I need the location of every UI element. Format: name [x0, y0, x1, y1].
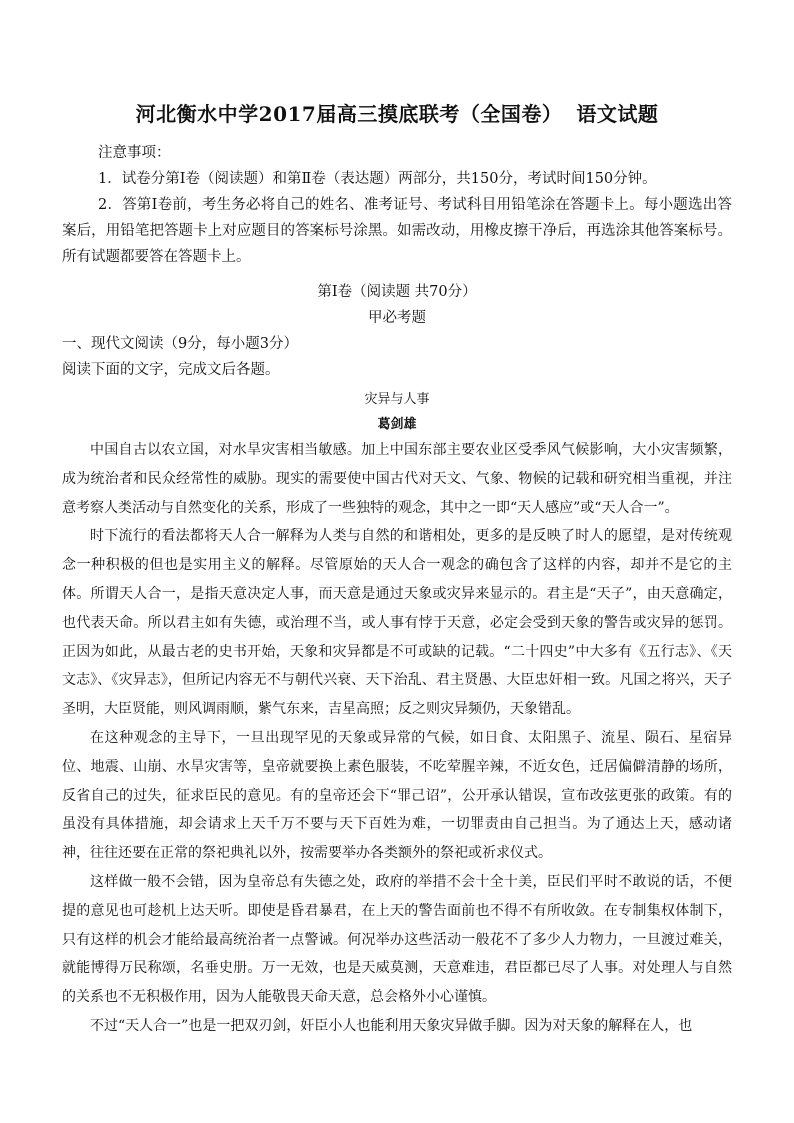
article-paragraph: 不过“天人合一”也是一把双刃剑，奸臣小人也能利用天象灾异做手脚。因为对天象的解释在人，也 [90, 1017, 693, 1034]
note-2 [62, 192, 732, 270]
note-2-text: 2．答第Ⅰ卷前，考生务必将自己的姓名、准考证号、考试科目用铅笔涂在答题卡上。每小题选出答案后，用铅笔把答题卡上对应题目的答案标号涂黑。如需改动，用橡皮擦干净后，再选涂其他答案标号。所有试题都要答在答题卡上。 [62, 197, 732, 265]
article-paragraph: 这样做一般不会错，因为皇帝总有失德之处，政府的举措不会十全十美，臣民们平时不敢说的话，不便提的意见也可趁机上达天听。即使是昏君暴君，在上天的警告面前也不得不有所收敛。在专制集权体制下，只有这样的机会才能给最高统治者一点警诫。何况举办这些活动一般花不了多少人力物力，一旦渡过难关，就能博得万民称颂，名垂史册。万一无效，也是天威莫测，天意难违，君臣都已尽了人事。对处理人与自然的关系也不无积极作用，因为人能敬畏天命天意，总会格外小心谨慎。 [62, 873, 732, 1006]
article-body [62, 436, 732, 1041]
article-paragraph: 时下流行的看法都将天人合一解释为人类与自然的和谐相处，更多的是反映了时人的愿望，是对传统观念一种积极的但也是实用主义的解释。尽管原始的天人合一观念的确包含了这样的内容，却并不是它的主体。所谓天人合一，是指天意决定人事，而天意是通过天象或灾异来显示的。君主是“天子”，由天意确定，也代表天命。所以君主如有失德，或治理不当，或人事有悖于天意，必定会受到天象的警告或灾异的惩罚。正因为如此，从最古老的史书开始，天象和灾异都是不可或缺的记载。“二十四史”中大多有《五行志》、《天文志》、《灾异志》，但所记内容无不与朝代兴衰、天下治乱、君主贤愚、大臣忠奸相一致。凡国之将兴，天子圣明，大臣贤能，则风调雨顺，紫气东来，吉星高照；反之则灾异频仍，天象错乱。 [62, 528, 732, 718]
section-subtitle: 甲必考题 [368, 310, 426, 326]
section-title: 第Ⅰ卷（阅读题 共70分） [317, 284, 477, 300]
article-author: 葛剑雄 [377, 417, 417, 432]
article-paragraph: 在这种观念的主导下，一旦出现罕见的天象或异常的气候，如日食、太阳黑子、流星、陨石、星宿异位、地震、山崩、水旱灾害等，皇帝就要换上素色服装，不吃荤腥辛辣，不近女色，迁居偏僻清静的场所，反省自己的过失，征求臣民的意见。有的皇帝还会下“罪己诏”，公开承认错误，宣布改弦更张的政策。有的虽没有具体措施，却会请求上天千万不要与天下百姓为难，一切罪责由自己担当。为了通达上天，感动诸神，往往还要在正常的祭祀典礼以外，按需要举办各类额外的祭祀或祈求仪式。 [62, 729, 732, 862]
title-suffix: 语文试题 [576, 102, 659, 126]
notes-heading-text: 注意事项： [98, 145, 171, 161]
note-1 [62, 166, 732, 192]
part-heading: 一、现代文阅读（9分，每小题3分） [62, 336, 298, 352]
reading-instruction: 阅读下面的文字，完成文后各题。 [62, 362, 280, 378]
article-title: 灾异与人事 [364, 392, 430, 407]
article-paragraph: 中国自古以农立国，对水旱灾害相当敏感。加上中国东部主要农业区受季风气候影响，大小灾害频繁，成为统治者和民众经常性的威胁。现实的需要使中国古代对天文、气象、物候的记载和研究相当重视，并注意考察人类活动与自然变化的关系，形成了一些独特的观念，其中之一即“天人感应”或“天人合一”。 [62, 442, 732, 516]
notes-heading [62, 140, 732, 166]
note-1-text: 1．试卷分第Ⅰ卷（阅读题）和第Ⅱ卷（表达题）两部分，共150分，考试时间150分钟。 [98, 171, 657, 187]
document-title [0, 98, 794, 127]
title-main: 河北衡水中学2017届高三摸底联考（全国卷） [135, 102, 563, 126]
